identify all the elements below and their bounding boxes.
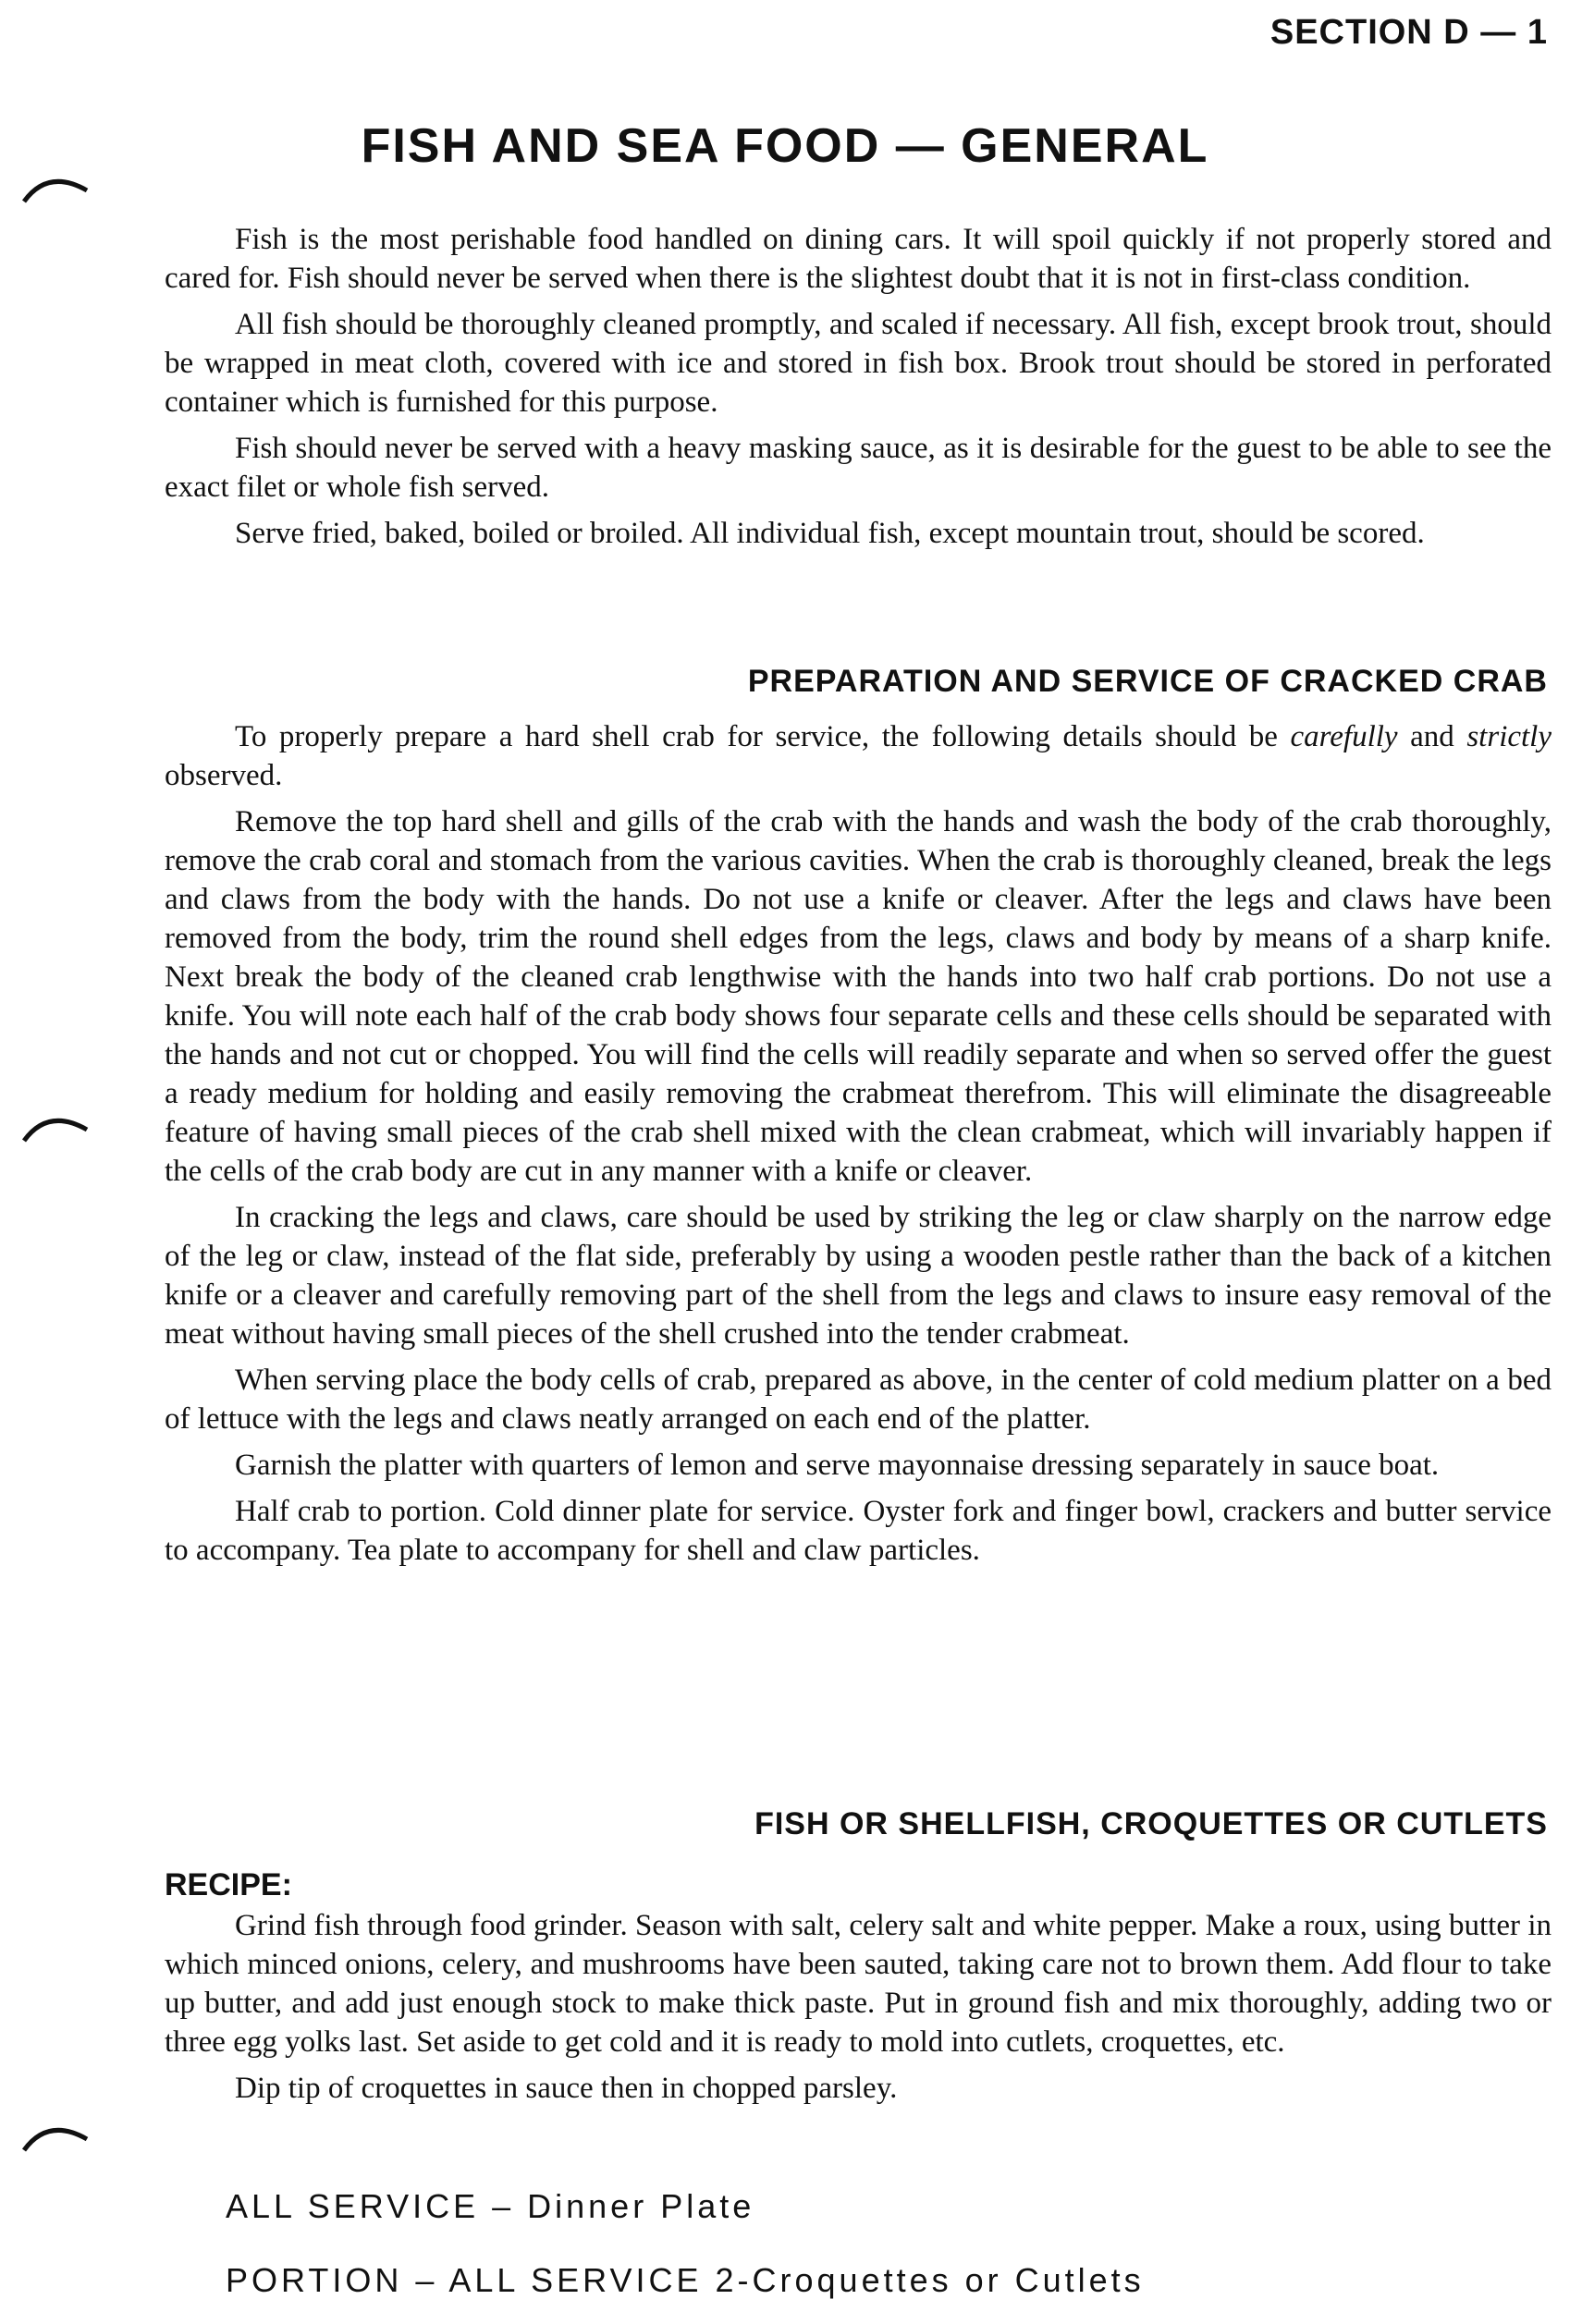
paragraph: Remove the top hard shell and gills of the crab with the hands and wash the body of the crab thoroughly, remove the crab coral and stomach from the various cavities. When the crab is thoroughly cleaned, break the legs and claws from the body with the hands. Do not use a knife or cleaver. After the legs and claws have been removed from the body, trim the round shell edges from the legs, claws and body by means of a sharp knife. Next break the body of the cleaned crab lengthwise with the hands into two half crab portions. Do not use a knife. You will note each half of the crab body shows four separate cells and these cells should be separated with the hands and not cut or chopped. You will find the cells will readily separate and when so served offer the guest a ready medium for holding and easily removing the crabmeat therefrom. This will eliminate the disagreeable feature of having small pieces of the crab shell mixed with the clean crabmeat, which will invariably happen if the cells of the crab body are cut in any manner with a knife or cleaver.	[165, 805, 1552, 1188]
croquettes-section	[165, 1906, 1552, 2115]
portion-line: PORTION – ALL SERVICE 2-Croquettes or Cutlets	[226, 2261, 1145, 2299]
emphasis-carefully: carefully	[1290, 720, 1398, 753]
binder-hole-mark	[20, 1104, 94, 1159]
emphasis-strictly: strictly	[1466, 720, 1552, 753]
intro-text: and	[1397, 720, 1467, 753]
croquettes-heading: FISH OR SHELLFISH, CROQUETTES OR CUTLETS	[754, 1806, 1548, 1841]
page-title: FISH AND SEA FOOD — GENERAL	[361, 119, 1209, 173]
general-section	[165, 220, 1552, 560]
service-line: ALL SERVICE – Dinner Plate	[226, 2187, 755, 2225]
binder-hole-mark	[20, 2113, 94, 2169]
crab-intro-paragraph	[165, 717, 1552, 795]
paragraph: Half crab to portion. Cold dinner plate for service. Oyster fork and finger bowl, crackers and butter service to accompany. Tea plate to accompany for shell and claw particles.	[165, 1495, 1552, 1567]
recipe-label: RECIPE:	[165, 1867, 292, 1902]
paragraph: All fish should be thoroughly cleaned promptly, and scaled if necessary. All fish, except brook trout, should be wrapped in meat cloth, covered with ice and stored in fish box. Brook trout should be stored in perforated container which is furnished for this purpose.	[165, 308, 1552, 419]
paragraph: Garnish the platter with quarters of lemon and serve mayonnaise dressing separately in sauce boat.	[235, 1449, 1440, 1482]
paragraph: Serve fried, baked, boiled or broiled. All individual fish, except mountain trout, should be scored.	[235, 517, 1425, 550]
paragraph: Fish should never be served with a heavy masking sauce, as it is desirable for the guest to be able to see the exact filet or whole fish served.	[165, 432, 1552, 504]
paragraph: Dip tip of croquettes in sauce then in chopped parsley.	[235, 2072, 898, 2105]
paragraph: In cracking the legs and claws, care should be used by striking the leg or claw sharply on the narrow edge of the leg or claw, instead of the flat side, preferably by using a wooden pestle rather than the back of a kitchen knife or a cleaver and carefully removing part of the shell from the legs and claws to insure easy removal of the meat without having small pieces of the shell crushed into the tender crabmeat.	[165, 1201, 1552, 1351]
paragraph: When serving place the body cells of crab, prepared as above, in the center of cold medium platter on a bed of lettuce with the legs and claws neatly arranged on each end of the platter.	[165, 1364, 1552, 1436]
crab-section	[165, 717, 1552, 1577]
intro-text: observed.	[165, 759, 283, 792]
section-label: SECTION D — 1	[1269, 13, 1548, 52]
intro-text: To properly prepare a hard shell crab for service, the following details should be	[235, 720, 1291, 753]
paragraph: Grind fish through food grinder. Season with salt, celery salt and white pepper. Make a roux, using butter in which minced onions, celery, and mushrooms have been sauted, taking care not to brown them. Add flour to take up butter, and add just enough stock to make thick paste. Put in ground fish and mix thoroughly, adding two or three egg yolks last. Set aside to get cold and it is ready to mold into cutlets, croquettes, etc.	[165, 1909, 1552, 2059]
paragraph: Fish is the most perishable food handled on dining cars. It will spoil quickly if not properly stored and cared for. Fish should never be served when there is the slightest doubt that it is not in first-class condition.	[165, 223, 1552, 295]
crab-heading: PREPARATION AND SERVICE OF CRACKED CRAB	[747, 664, 1548, 699]
